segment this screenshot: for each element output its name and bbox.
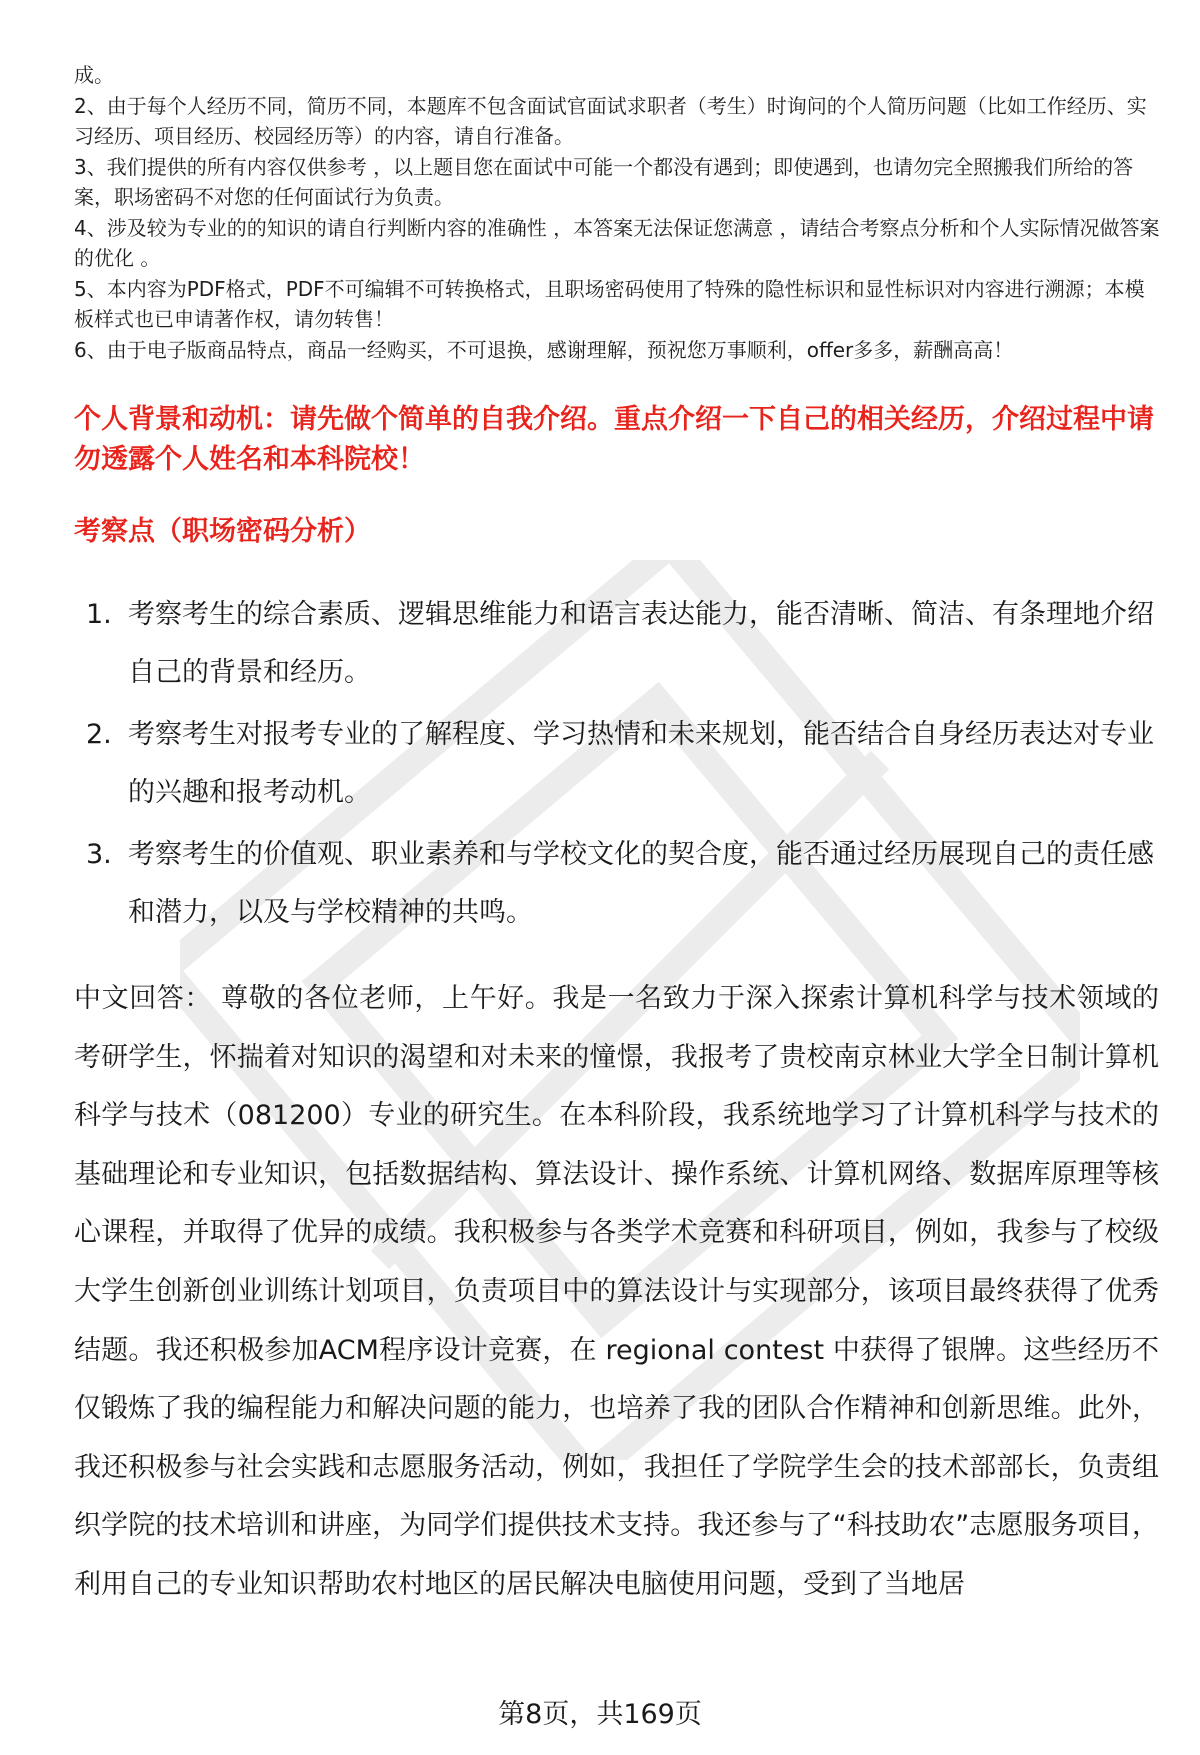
focus-point-number: 1. [86, 599, 112, 630]
notice-item: 5、本内容为PDF格式，PDF不可编辑不可转换格式，且职场密码使用了特殊的隐性标识和显性标识对内容进行溯源；本模板样式也已申请著作权，请勿转售！ [74, 276, 1145, 331]
question-heading: 个人背景和动机：请先做个简单的自我介绍。重点介绍一下自己的相关经历，介绍过程中请勿透露个人姓名和本科院校！ [74, 404, 1154, 475]
notice-list [74, 60, 1164, 365]
focus-points-list [74, 586, 1154, 946]
focus-heading: 考察点（职场密码分析） [74, 516, 371, 547]
focus-point-text: 考察考生对报考专业的了解程度、学习热情和未来规划，能否结合自身经历表达对专业的兴趣和报考动机。 [128, 719, 1154, 808]
focus-point [74, 826, 1154, 942]
notice-item: 2、由于每个人经历不同，简历不同，本题库不包含面试官面试求职者（考生）时询问的个人简历问题（比如工作经历、实习经历、项目经历、校园经历等）的内容，请自行准备。 [74, 93, 1147, 148]
page-number: 第8页，共169页 [498, 1699, 702, 1730]
focus-point-text: 考察考生的价值观、职业素养和与学校文化的契合度，能否通过经历展现自己的责任感和潜力，以及与学校精神的共鸣。 [128, 839, 1154, 928]
focus-point-text: 考察考生的综合素质、逻辑思维能力和语言表达能力，能否清晰、简洁、有条理地介绍自己的背景和经历。 [128, 599, 1154, 688]
focus-point-number: 3. [86, 839, 112, 870]
focus-point [74, 706, 1154, 822]
notice-item: 成。 [74, 63, 114, 87]
notice-item: 6、由于电子版商品特点，商品一经购买，不可退换，感谢理解，预祝您万事顺利，offer多多，薪酬高高！ [74, 337, 1014, 362]
focus-point-number: 2. [86, 719, 112, 750]
answer-paragraph: 中文回答： 尊敬的各位老师，上午好。我是一名致力于深入探索计算机科学与技术领域的考研学生，怀揣着对知识的渴望和对未来的憧憬，我报考了贵校南京林业大学全日制计算机科学与技术（081200）专业的研究生。在本科阶段，我系统地学习了计算机科学与技术的基础理论和专业知识，包括数据结构、算法设计、操作系统、计算机网络、数据库原理等核心课程，并取得了优异的成绩。我积极参与各类学术竞赛和科研项目，例如，我参与了校级大学生创新创业训练计划项目，负责项目中的算法设计与实现部分，该项目最终获得了优秀结题。我还积极参加ACM程序设计竞赛，在 regional contest 中获得了银牌。这些经历不仅锻炼了我的编程能力和解决问题的能力，也培养了我的团队合作精神和创新思维。此外，我还积极参与社会实践和志愿服务活动，例如，我担任了学院学生会的技术部部长，负责组织学院的技术培训和讲座，为同学们提供技术支持。我还参与了“科技助农”志愿服务项目，利用自己的专业知识帮助农村地区的居民解决电脑使用问题，受到了当地居 [74, 983, 1159, 1600]
notice-item: 4、涉及较为专业的的知识的请自行判断内容的准确性 ，本答案无法保证您满意 ，请结合考察点分析和个人实际情况做答案的优化 。 [74, 215, 1160, 270]
focus-point [74, 586, 1154, 702]
notice-item: 3、我们提供的所有内容仅供参考 ，以上题目您在面试中可能一个都没有遇到；即使遇到，也请勿完全照搬我们所给的答案，职场密码不对您的任何面试行为负责。 [74, 154, 1134, 209]
